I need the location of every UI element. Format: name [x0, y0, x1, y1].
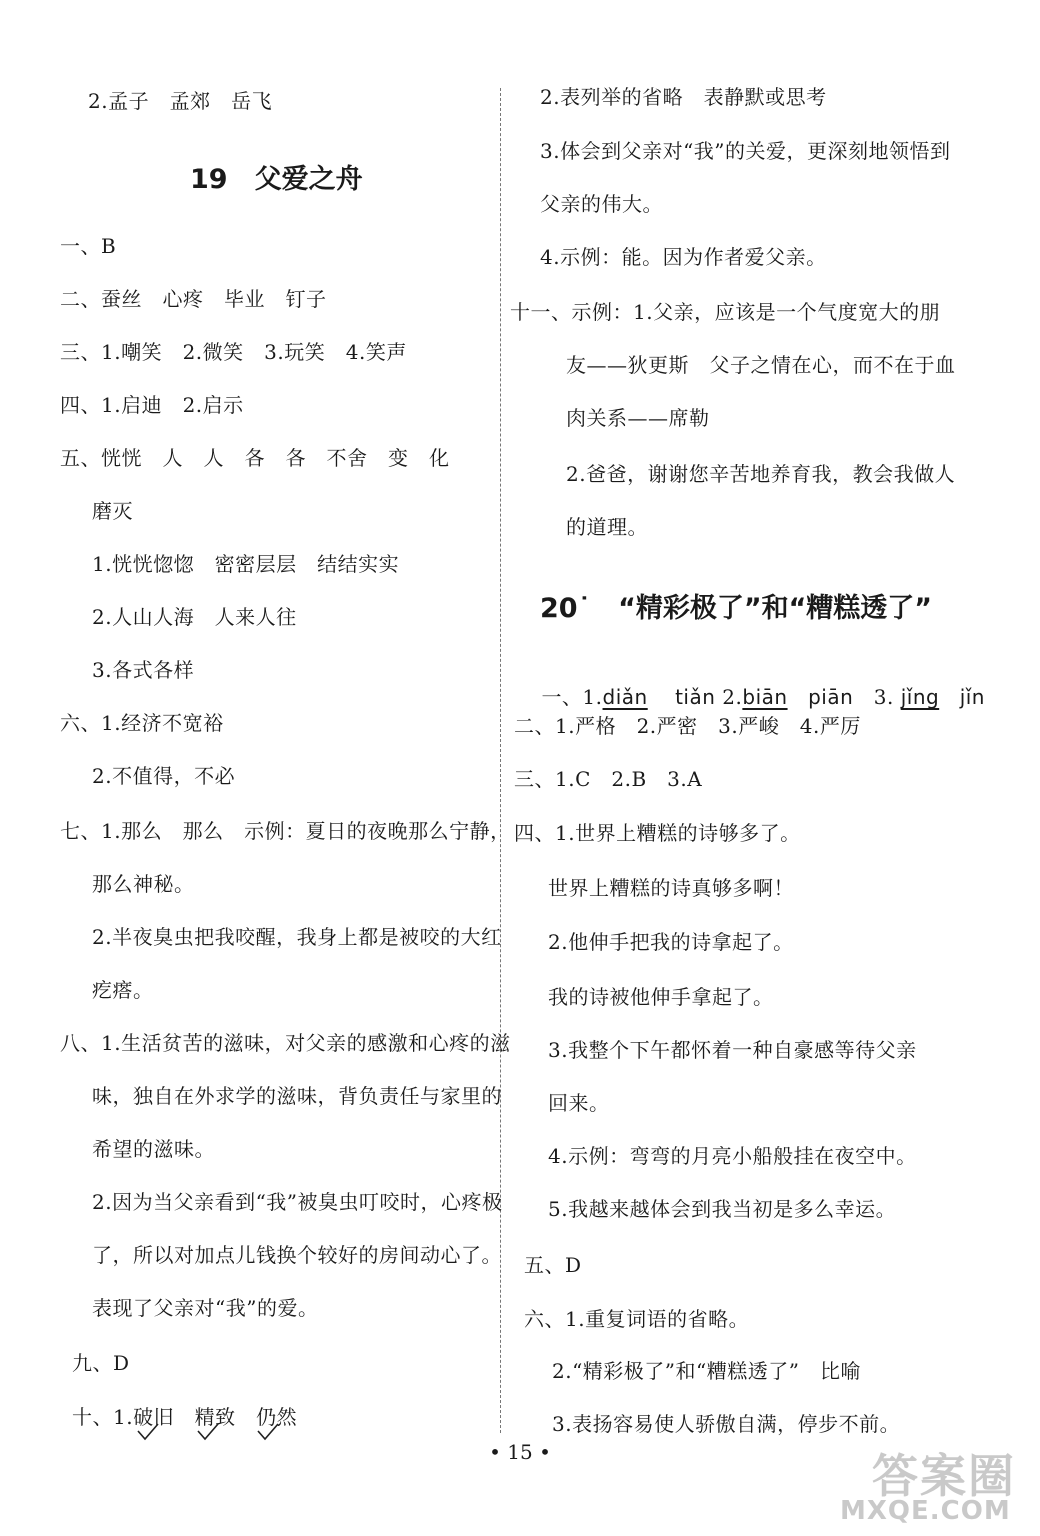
answer-line: 磨灭 [92, 499, 133, 523]
answer-line: 父亲的伟大。 [540, 192, 663, 216]
answer-line: 那么神秘。 [92, 872, 195, 896]
pinyin: piān [808, 685, 854, 709]
watermark-logo [840, 1440, 1030, 1530]
answer-line: 友——狄更斯 父子之情在心，而不在于血 [566, 353, 956, 377]
answer-line: 2.不值得，不必 [92, 764, 236, 788]
answer-line: 六、1.重复词语的省略。 [524, 1307, 750, 1331]
answer-line: 2.“精彩极了”和“糟糕透了” 比喻 [552, 1359, 861, 1383]
answer-line: 六、1.经济不宽裕 [60, 711, 224, 735]
watermark-url: MXQE.COM [840, 1496, 1011, 1526]
answer-line: 三、1.C 2.B 3.A [514, 767, 703, 791]
answer-line: 了，所以对加点儿钱换个较好的房间动心了。 [92, 1243, 502, 1267]
answer-line: 4.示例：能。因为作者爱父亲。 [540, 245, 827, 269]
answer-line: 3.表扬容易使人骄傲自满，停步不前。 [552, 1412, 901, 1436]
answer-line: 2.孟子 孟郊 岳飞 [88, 89, 273, 113]
answer-line: 我的诗被他伸手拿起了。 [548, 985, 774, 1009]
answer-line: 五、D [524, 1253, 582, 1277]
pinyin-underlined: diǎn [602, 685, 648, 709]
answer-line: 十一、示例：1.父亲，应该是一个气度宽大的朋 [510, 300, 941, 324]
answer-line: 七、1.那么 那么 示例：夏日的夜晚那么宁静， [60, 819, 511, 843]
answer-line: 2.表列举的省略 表静默或思考 [540, 85, 827, 109]
answer-line: 二、蚕丝 心疼 毕业 钉子 [60, 287, 327, 311]
answer-line: 五、恍恍 人 人 各 各 不舍 变 化 [60, 446, 450, 470]
check-mark-icon [196, 1422, 220, 1442]
lesson-19-title: 19 父爱之舟 [190, 164, 363, 195]
answer-line: 回来。 [548, 1091, 610, 1115]
check-mark-icon [136, 1422, 160, 1442]
watermark-text: 答案圈 [872, 1449, 1016, 1503]
answer-line: 味，独自在外求学的滋味，背负责任与家里的 [92, 1084, 502, 1108]
column-divider [500, 88, 501, 1433]
answer-line: 2.因为当父亲看到“我”被臭虫叮咬时，心疼极 [92, 1190, 503, 1214]
answer-line: 2.爸爸，谢谢您辛苦地养育我，教会我做人 [566, 462, 956, 486]
answer-line: 八、1.生活贫苦的滋味，对父亲的感激和心疼的滋 [60, 1031, 511, 1055]
answer-line: 肉关系——席勒 [566, 406, 710, 430]
page-number: • 15 • [489, 1440, 551, 1464]
answer-line: 十、1.破旧 精致 仍然 [72, 1405, 298, 1429]
answer-line: 1.恍恍惚惚 密密层层 结结实实 [92, 552, 400, 576]
check-mark-icon [256, 1422, 280, 1442]
answer-prefix: 一、1. [541, 685, 603, 709]
answer-number: 2. [722, 685, 743, 709]
pinyin-underlined: biān [742, 685, 788, 709]
answer-line: 3.体会到父亲对“我”的关爱，更深刻地领悟到 [540, 139, 951, 163]
answer-line: 一、B [60, 234, 117, 258]
answer-line: 5.我越来越体会到我当初是多么幸运。 [548, 1197, 897, 1221]
answer-line: 二、1.严格 2.严密 3.严峻 4.严厉 [514, 714, 861, 738]
answer-line: 三、1.嘲笑 2.微笑 3.玩笑 4.笑声 [60, 340, 407, 364]
answer-line: 疙瘩。 [92, 978, 154, 1002]
answer-line: 九、D [72, 1351, 130, 1375]
lesson-20-title: 20˙ “精彩极了”和“糟糕透了” [540, 593, 933, 624]
pinyin-underlined: jǐng [900, 685, 940, 709]
answer-line: 表现了父亲对“我”的爱。 [92, 1296, 319, 1320]
pinyin: tiǎn [675, 685, 716, 709]
answer-line: 3.各式各样 [92, 658, 195, 682]
answer-line: 四、1.启迪 2.启示 [60, 393, 244, 417]
answer-line: 四、1.世界上糟糕的诗够多了。 [514, 821, 801, 845]
answer-line: 3.我整个下午都怀着一种自豪感等待父亲 [548, 1038, 917, 1062]
answer-line: 希望的滋味。 [92, 1137, 215, 1161]
answer-line: 4.示例：弯弯的月亮小船般挂在夜空中。 [548, 1144, 917, 1168]
answer-line: 2.人山人海 人来人往 [92, 605, 297, 629]
answer-line: 2.半夜臭虫把我咬醒，我身上都是被咬的大红 [92, 925, 502, 949]
answer-line: 2.他伸手把我的诗拿起了。 [548, 930, 794, 954]
pinyin: jǐn [959, 685, 985, 709]
answer-line: 世界上糟糕的诗真够多啊！ [548, 876, 794, 900]
answer-line: 的道理。 [566, 515, 648, 539]
answer-number: 3. [873, 685, 894, 709]
